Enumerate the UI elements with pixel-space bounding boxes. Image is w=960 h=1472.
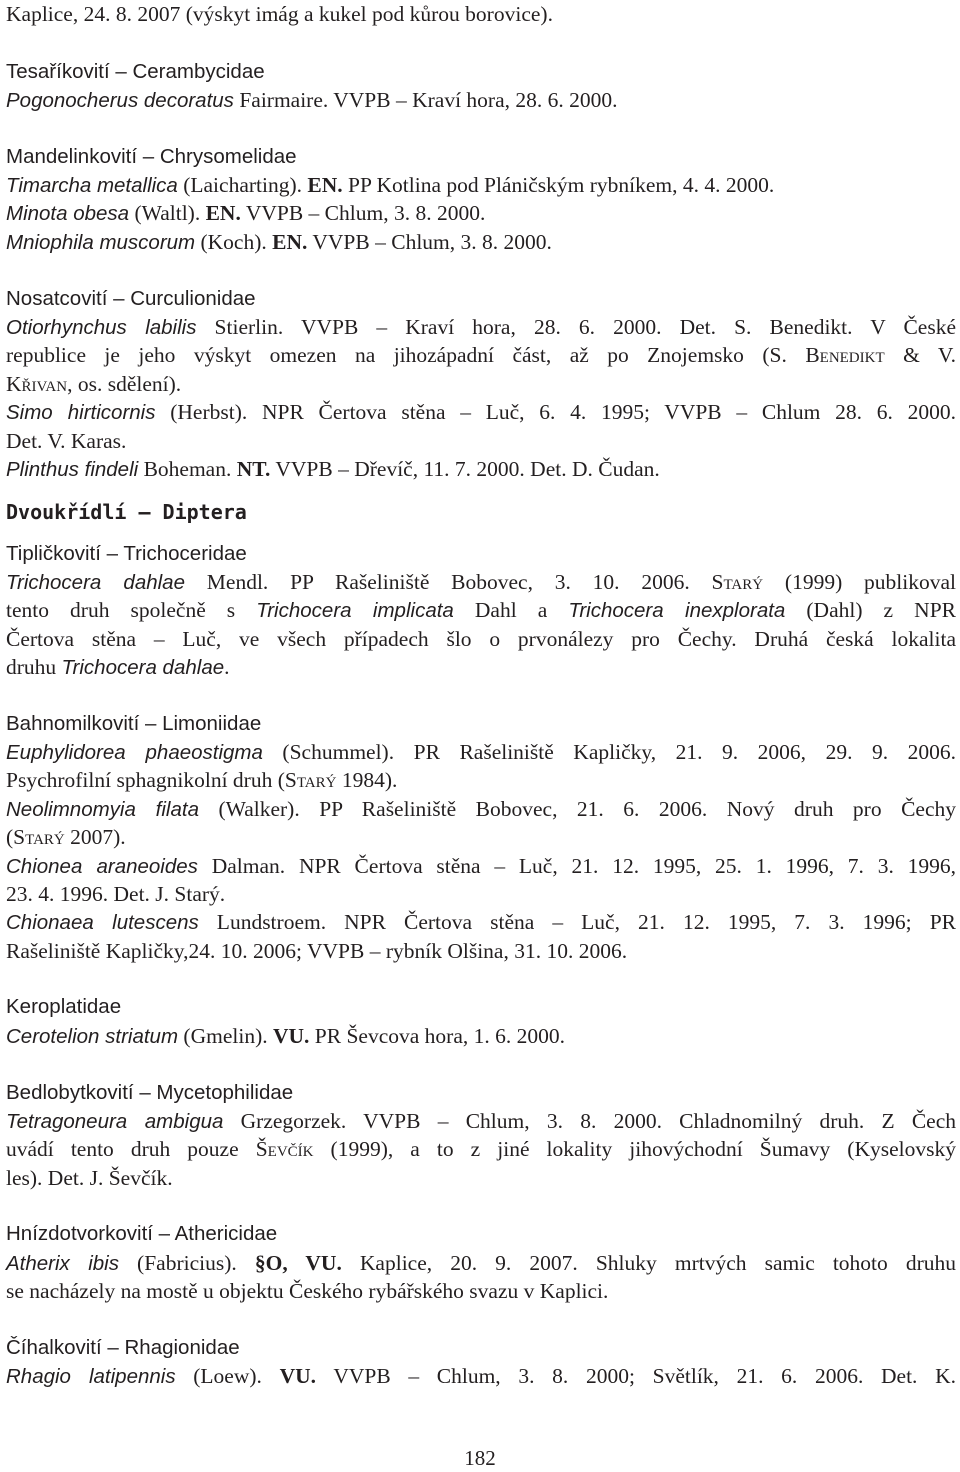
family-heading: Nosatcovití – Curculionidae — [6, 287, 256, 310]
species-record: Otiorhynchus labilis Stierlin. VVPB – Kraví hora, 28. 6. 2000. Det. S. Benedikt. V České — [6, 315, 956, 339]
species-record: Plinthus findeli Boheman. NT. VVPB – Dřevíč, 11. 7. 2000. Det. D. Čudan. — [6, 457, 660, 481]
species-record: Mniophila muscorum (Koch). EN. VVPB – Chlum, 3. 8. 2000. — [6, 230, 552, 254]
species-record: Chionaea lutescens Lundstroem. NPR Čertova stěna – Luč, 21. 12. 1995, 7. 3. 1996; PR — [6, 910, 956, 934]
family-heading: Bahnomilkovití – Limoniidae — [6, 712, 262, 735]
family-heading: Tipličkovití – Trichoceridae — [6, 542, 247, 565]
page-number: 182 — [464, 1446, 496, 1470]
text-line: Rašeliniště Kapličky,24. 10. 2006; VVPB – rybník Olšina, 31. 10. 2006. — [6, 939, 628, 963]
family-heading: Hnízdotvorkovití – Athericidae — [6, 1222, 278, 1245]
family-heading: Tesaříkovití – Cerambycidae — [6, 60, 265, 83]
species-record: Cerotelion striatum (Gmelin). VU. PR Ševcova hora, 1. 6. 2000. — [6, 1024, 566, 1048]
section-heading: Dvoukřídlí – Diptera — [6, 500, 247, 524]
text-line: tento druh společně s Trichocera implicata Dahl a Trichocera inexplorata (Dahl) z NPR — [6, 598, 956, 622]
text-line: (Starý 2007). — [6, 825, 126, 849]
species-record: Pogonocherus decoratus Fairmaire. VVPB – Kraví hora, 28. 6. 2000. — [6, 88, 618, 112]
family-heading: Keroplatidae — [6, 995, 122, 1018]
family-heading: Číhalkovití – Rhagionidae — [6, 1336, 240, 1359]
species-record: Rhagio latipennis (Loew). VU. VVPB – Chlum, 3. 8. 2000; Světlík, 21. 6. 2006. Det. K. — [6, 1364, 956, 1388]
text-line: se nacházely na mostě u objektu Českého rybářského svazu v Kaplici. — [6, 1279, 609, 1303]
family-heading: Mandelinkovití – Chrysomelidae — [6, 145, 297, 168]
text-line: 23. 4. 1996. Det. J. Starý. — [6, 882, 226, 906]
text-line: les). Det. J. Ševčík. — [6, 1166, 173, 1190]
species-record: Chionea araneoides Dalman. NPR Čertova stěna – Luč, 21. 12. 1995, 25. 1. 1996, 7. 3. 1996, — [6, 854, 956, 878]
species-record: Neolimnomyia filata (Walker). PP Rašeliniště Bobovec, 21. 6. 2006. Nový druh pro Čechy — [6, 797, 957, 821]
species-record: Timarcha metallica (Laicharting). EN. PP Kotlina pod Pláničským rybníkem, 4. 4. 2000. — [6, 173, 775, 197]
species-record: Minota obesa (Waltl). EN. VVPB – Chlum, 3. 8. 2000. — [6, 201, 486, 225]
text-line: republice je jeho výskyt omezen na jihozápadní část, až po Znojemsko (S. Benedikt & V. — [6, 343, 957, 367]
species-record: Atherix ibis (Fabricius). §O, VU. Kaplice, 20. 9. 2007. Shluky mrtvých samic tohoto druhu — [6, 1251, 957, 1275]
text-line: Det. V. Karas. — [6, 429, 127, 453]
family-heading: Bedlobytkovití – Mycetophilidae — [6, 1081, 294, 1104]
text-line: Křivan, os. sdělení). — [6, 372, 182, 396]
species-record: Trichocera dahlae Mendl. PP Rašeliniště Bobovec, 3. 10. 2006. Starý (1999) publikoval — [6, 570, 956, 594]
text-line: uvádí tento druh pouze Ševčík (1999), a to z jiné lokality jihovýchodní Šumavy (Kyselovský — [6, 1137, 956, 1161]
text-line: Psychrofilní sphagnikolní druh (Starý 1984). — [6, 768, 398, 792]
text-line: Kaplice, 24. 8. 2007 (výskyt imág a kukel pod kůrou borovice). — [6, 2, 553, 26]
species-record: Tetragoneura ambigua Grzegorzek. VVPB – Chlum, 3. 8. 2000. Chladnomilný druh. Z Čech — [6, 1109, 957, 1133]
species-record: Euphylidorea phaeostigma (Schummel). PR Rašeliniště Kapličky, 21. 9. 2006, 29. 9. 2006. — [6, 740, 957, 764]
species-record: Simo hirticornis (Herbst). NPR Čertova stěna – Luč, 6. 4. 1995; VVPB – Chlum 28. 6. 2000. — [6, 400, 956, 424]
text-line: Čertova stěna – Luč, ve všech případech šlo o prvonálezy pro Čechy. Druhá česká lokalita — [6, 627, 956, 651]
text-line: druhu Trichocera dahlae. — [6, 655, 230, 679]
